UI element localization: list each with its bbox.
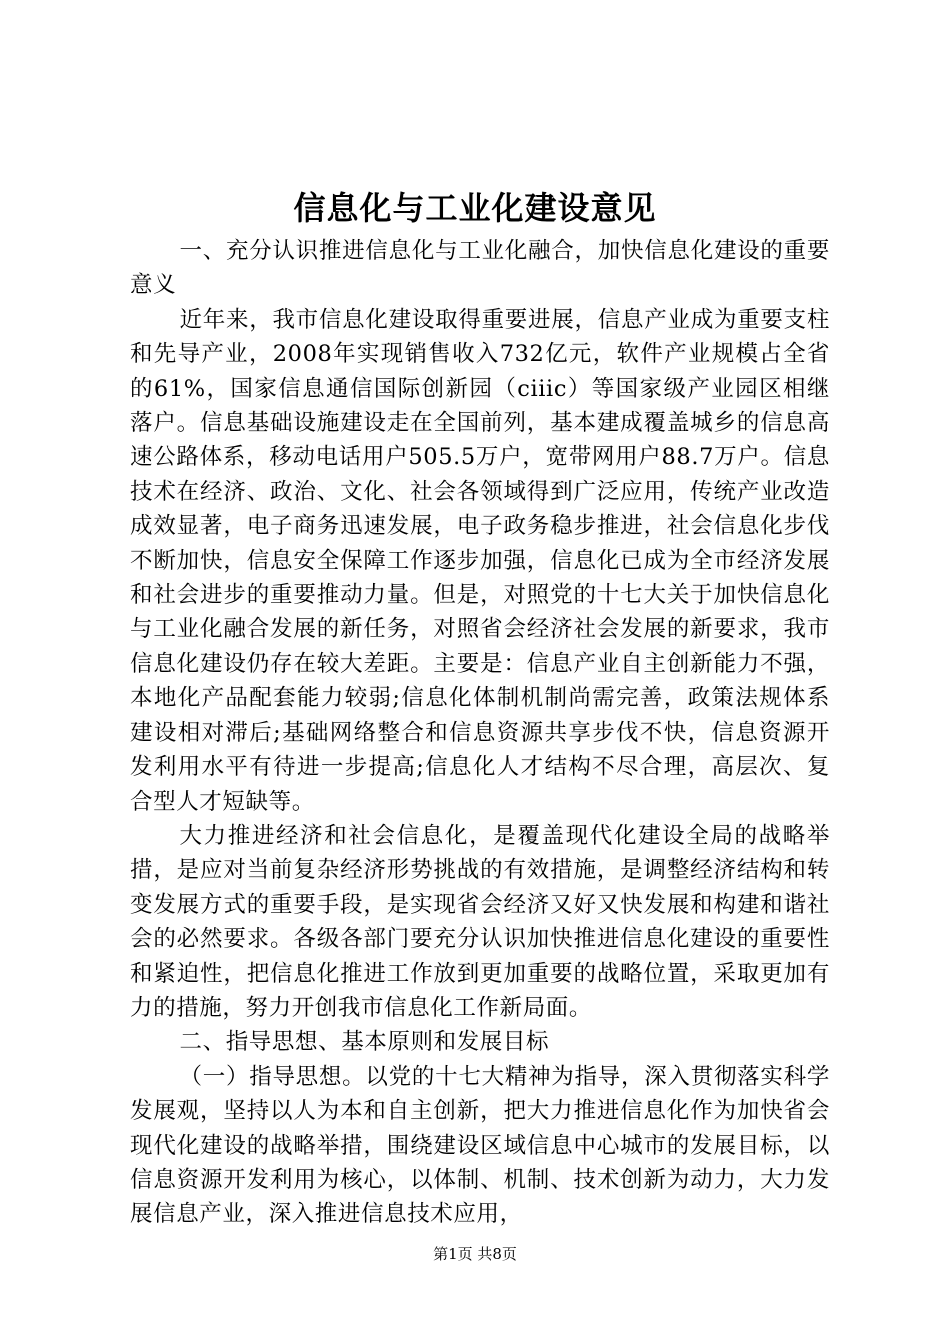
paragraph-significance: 大力推进经济和社会信息化，是覆盖现代化建设全局的战略举措，是应对当前复杂经济形势挑战的有效措施，是调整经济结构和转变发展方式的重要手段，是实现省会经济又好又快发展和构建和谐社会的必然要求。各级各部门要充分认识加快推进信息化建设的重要性和紧迫性，把信息化推进工作放到更加重要的战略位置，采取更加有力的措施，努力开创我市信息化工作新局面。 (130, 822, 830, 1021)
paragraph-guiding-ideology: （一）指导思想。以党的十七大精神为指导，深入贯彻落实科学发展观，坚持以人为本和自主创新，把大力推进信息化作为加快省会现代化建设的战略举措，围绕建设区域信息中心城市的发展目标，以信息资源开发利用为核心，以体制、机制、技术创新为动力，大力发展信息产业，深入推进信息技术应用， (130, 1063, 830, 1228)
paragraph-section-heading-2: 二、指导思想、基本原则和发展目标 (179, 1029, 550, 1056)
document-title: 信息化与工业化建设意见 (293, 189, 657, 227)
paragraph-section-heading-1: 一、充分认识推进信息化与工业化融合，加快信息化建设的重要意义 (130, 238, 830, 299)
paragraph-current-status: 近年来，我市信息化建设取得重要进展，信息产业成为重要支柱和先导产业，2008年实现销售收入732亿元，软件产业规模占全省的61%，国家信息通信国际创新园（ciiic）等国家级产业园区相继落户。信息基础设施建设走在全国前列，基本建成覆盖城乡的信息高速公路体系，移动电话用户505.5万户，宽带网用户88.7万户。信息技术在经济、政治、文化、社会各领域得到广泛应用，传统产业改造成效显著，电子商务迅速发展，电子政务稳步推进，社会信息化步伐不断加快，信息安全保障工作逐步加强，信息化已成为全市经济发展和社会进步的重要推动力量。但是，对照党的十七大关于加快信息化与工业化融合发展的新任务，对照省会经济社会发展的新要求，我市信息化建设仍存在较大差距。主要是：信息产业自主创新能力不强，本地化产品配套能力较弱;信息化体制机制尚需完善，政策法规体系建设相对滞后;基础网络整合和信息资源共享步伐不快，信息资源开发利用水平有待进一步提高;信息化人才结构不尽合理，高层次、复合型人才短缺等。 (130, 306, 830, 815)
document-body (130, 234, 830, 1232)
page-number-footer: 第1页 共8页 (433, 1245, 517, 1263)
